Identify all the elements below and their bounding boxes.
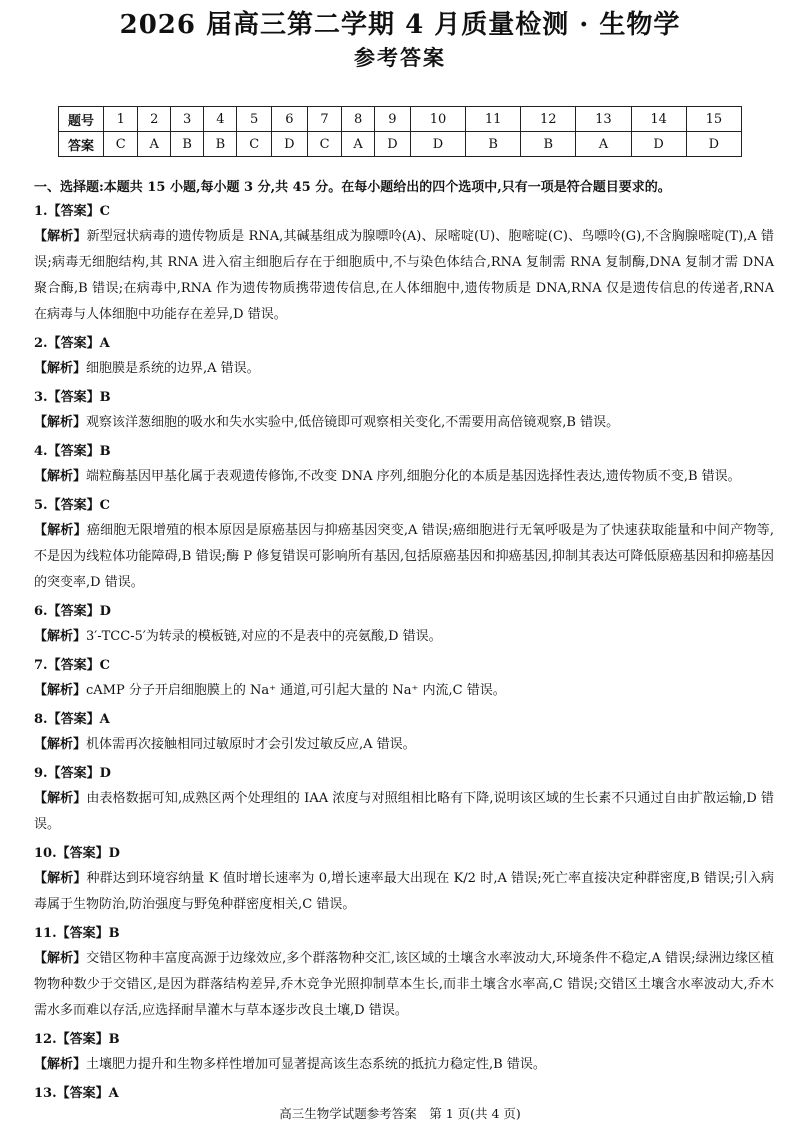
explanation-tag: 【解析】 (34, 629, 87, 644)
question-number: 3 (171, 107, 204, 132)
answer-heading: 5.【答案】C (34, 498, 110, 513)
explanation-tag: 【解析】 (34, 523, 87, 538)
answer-cell: B (204, 132, 237, 157)
answer-explanations (34, 200, 774, 1106)
explanation-text: 种群达到环境容纳量 K 值时增长速率为 0,增长速率最大出现在 K/2 时,A 错误;死亡率直接决定种群密度,B 错误;引入病毒属于生物防治,防治强度与野兔种群密度相关,C 错误。 (34, 871, 774, 912)
explanation (34, 946, 774, 1024)
explanation (34, 224, 774, 328)
answer-cell: B (521, 132, 576, 157)
answer-cell: D (374, 132, 410, 157)
answer-heading: 12.【答案】B (34, 1032, 120, 1047)
answer-heading: 10.【答案】D (34, 846, 120, 861)
explanation-text: 癌细胞无限增殖的根本原因是原癌基因与抑癌基因突变,A 错误;癌细胞进行无氧呼吸是为了快速获取能量和中间产物等,不是因为线粒体功能障碍,B 错误;酶 P 修复错误可影响所有基因,包括原癌基因和抑癌基因,抑制其表达可降低原癌基因和抑癌基因的突变率,D 错误。 (34, 523, 774, 590)
answer-heading: 11.【答案】B (34, 926, 120, 941)
explanation-text: 3′-TCC-5′为转录的模板链,对应的不是表中的亮氨酸,D 错误。 (86, 629, 442, 644)
explanation-text: 端粒酶基因甲基化属于表观遗传修饰,不改变 DNA 序列,细胞分化的本质是基因选择性表达,遗传物质不变,B 错误。 (86, 469, 741, 484)
explanation (34, 518, 774, 596)
question-number: 4 (204, 107, 237, 132)
explanation (34, 786, 774, 838)
explanation-text: 由表格数据可知,成熟区两个处理组的 IAA 浓度与对照组相比略有下降,说明该区域的生长素不只通过自由扩散运输,D 错误。 (34, 791, 774, 832)
answer-cell: B (466, 132, 521, 157)
explanation-tag: 【解析】 (34, 737, 87, 752)
explanation (34, 866, 774, 918)
explanation-tag: 【解析】 (34, 361, 87, 376)
explanation-tag: 【解析】 (34, 683, 87, 698)
answer-heading: 1.【答案】C (34, 204, 110, 219)
answer-cell: D (686, 132, 741, 157)
question-number: 2 (138, 107, 171, 132)
explanation-text: 交错区物种丰富度高源于边缘效应,多个群落物种交汇,该区域的土壤含水率波动大,环境条件不稳定,A 错误;绿洲边缘区植物物种数少于交错区,是因为群落结构差异,乔木竞争光照抑制草本生长,而非土壤含水率高,C 错误;交错区土壤含水率波动大,乔木需水多而难以存活,应选择耐旱灌木与草本逐步改良土壤,D 错误。 (34, 951, 774, 1018)
page-subtitle: 参考答案 (354, 45, 446, 70)
answer-cell: C (307, 132, 341, 157)
answer-cell: A (342, 132, 375, 157)
question-number: 1 (104, 107, 138, 132)
question-number: 14 (631, 107, 686, 132)
page-title: 2026 届高三第二学期 4 月质量检测 · 生物学 (119, 10, 681, 40)
answer-heading: 13.【答案】A (34, 1086, 119, 1101)
answer-cell: C (104, 132, 138, 157)
explanation-text: cAMP 分子开启细胞膜上的 Na⁺ 通道,可引起大量的 Na⁺ 内流,C 错误。 (86, 683, 506, 698)
answer-cell: D (271, 132, 307, 157)
question-number: 10 (410, 107, 465, 132)
explanation (34, 356, 774, 382)
question-number: 13 (576, 107, 631, 132)
explanation-tag: 【解析】 (34, 791, 87, 806)
answer-heading: 9.【答案】D (34, 766, 111, 781)
answer-table (58, 106, 742, 157)
explanation-text: 细胞膜是系统的边界,A 错误。 (86, 361, 260, 376)
explanation-tag: 【解析】 (34, 469, 87, 484)
answer-cell: D (410, 132, 465, 157)
explanation-tag: 【解析】 (34, 1057, 87, 1072)
explanation (34, 410, 774, 436)
answer-table-number-row (59, 107, 742, 132)
answer-cell: A (576, 132, 631, 157)
explanation-tag: 【解析】 (34, 415, 87, 430)
explanation-tag: 【解析】 (34, 229, 87, 244)
answer-cell: B (171, 132, 204, 157)
question-number: 9 (374, 107, 410, 132)
row-label-answer: 答案 (59, 132, 104, 157)
answer-heading: 6.【答案】D (34, 604, 111, 619)
answer-heading: 3.【答案】B (34, 390, 111, 405)
row-label-number: 题号 (59, 107, 104, 132)
answer-heading: 8.【答案】A (34, 712, 110, 727)
explanation-text: 机体需再次接触相同过敏原时才会引发过敏反应,A 错误。 (86, 737, 416, 752)
explanation (34, 732, 774, 758)
question-number: 7 (307, 107, 341, 132)
explanation (34, 464, 774, 490)
answer-table-answer-row (59, 132, 742, 157)
question-number: 8 (342, 107, 375, 132)
section-heading: 一、选择题:本题共 15 小题,每小题 3 分,共 45 分。在每小题给出的四个选项中,只有一项是符合题目要求的。 (34, 180, 671, 195)
question-number: 11 (466, 107, 521, 132)
answer-heading: 2.【答案】A (34, 336, 110, 351)
explanation-text: 新型冠状病毒的遗传物质是 RNA,其碱基组成为腺嘌呤(A)、尿嘧啶(U)、胞嘧啶(C)、鸟嘌呤(G),不含胸腺嘧啶(T),A 错误;病毒无细胞结构,其 RNA 进入宿主细胞后存在于细胞质中,不与染色体结合,RNA 复制需 RNA 复制酶,DNA 复制才需 DNA 聚合酶,B 错误;在病毒中,RNA 作为遗传物质携带遗传信息,在人体细胞中,遗传物质是 DNA,RNA 仅是遗传信息的传递者,RNA 在病毒与人体细胞中功能存在差异,D 错误。 (34, 229, 774, 322)
explanation-text: 观察该洋葱细胞的吸水和失水实验中,低倍镜即可观察相关变化,不需要用高倍镜观察,B 错误。 (86, 415, 620, 430)
answer-cell: C (237, 132, 271, 157)
answer-cell: A (138, 132, 171, 157)
explanation (34, 1052, 774, 1078)
answer-heading: 4.【答案】B (34, 444, 111, 459)
explanation-text: 土壤肥力提升和生物多样性增加可显著提高该生态系统的抵抗力稳定性,B 错误。 (86, 1057, 546, 1072)
answer-heading: 7.【答案】C (34, 658, 110, 673)
answer-cell: D (631, 132, 686, 157)
question-number: 15 (686, 107, 741, 132)
question-number: 5 (237, 107, 271, 132)
explanation (34, 624, 774, 650)
explanation-tag: 【解析】 (34, 951, 87, 966)
question-number: 12 (521, 107, 576, 132)
explanation (34, 678, 774, 704)
question-number: 6 (271, 107, 307, 132)
explanation-tag: 【解析】 (34, 871, 87, 886)
page-footer: 高三生物学试题参考答案 第 1 页(共 4 页) (279, 1106, 521, 1121)
